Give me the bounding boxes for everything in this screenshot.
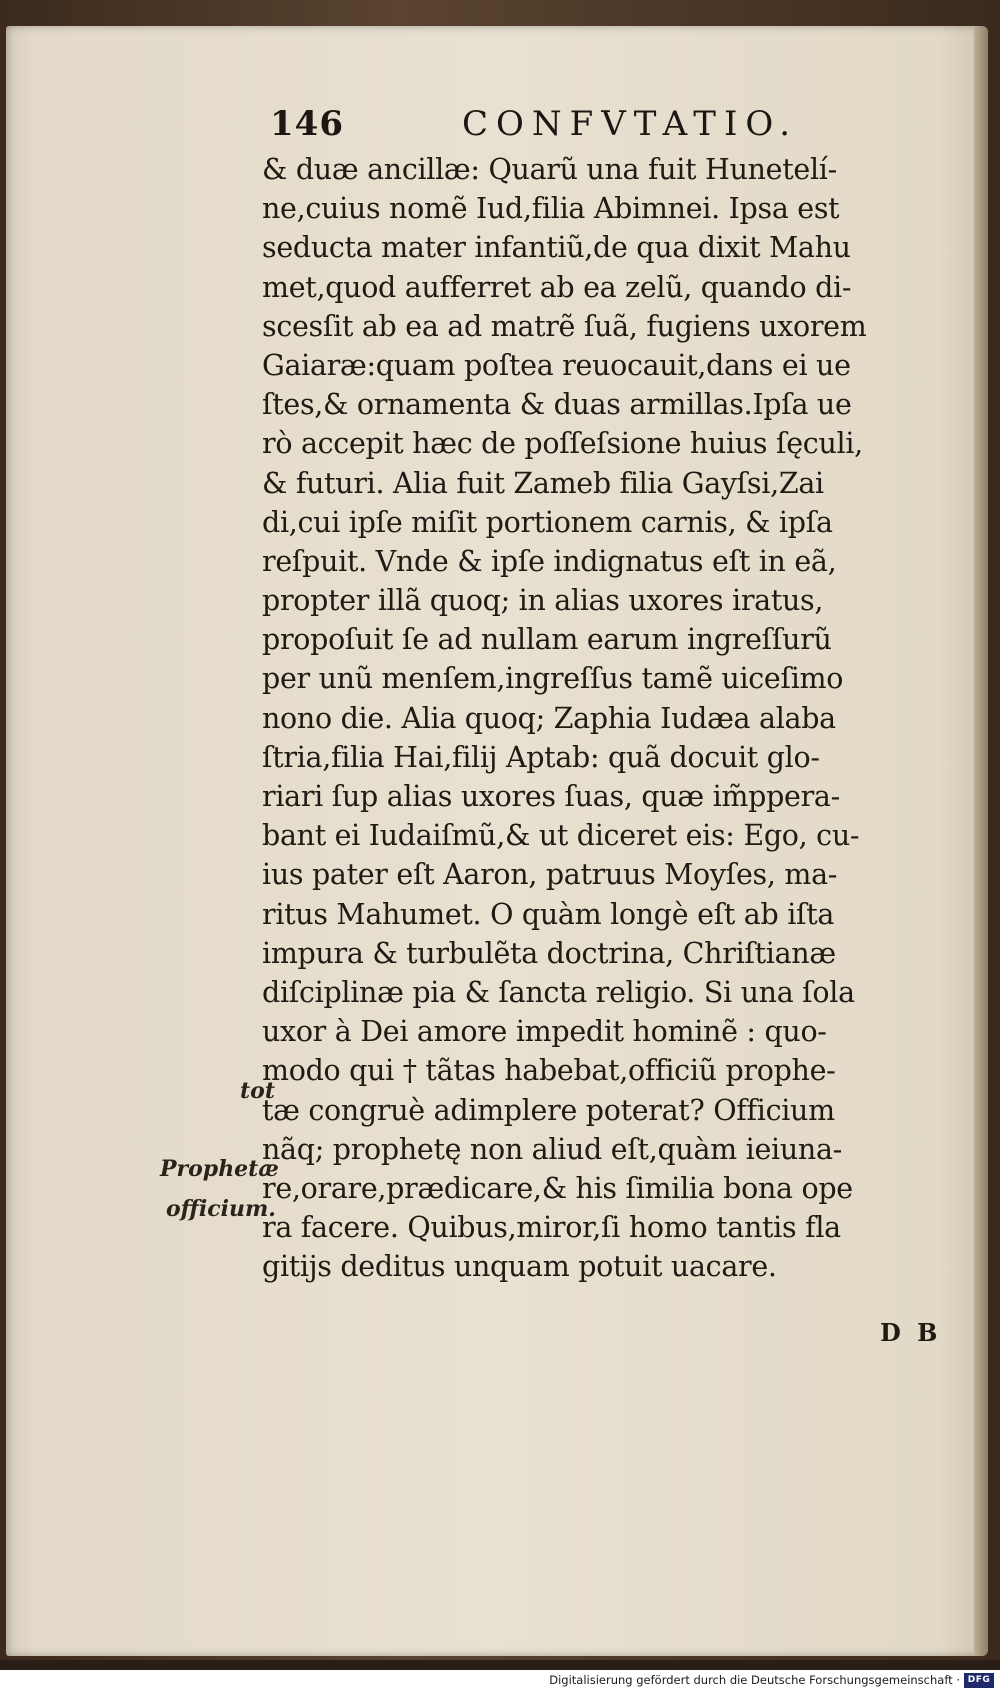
margin-note-tot: tot xyxy=(240,1078,275,1104)
text-line: di,cui ipſe miſit portionem carnis, & ipſa xyxy=(262,505,833,539)
text-line: & duæ ancillæ: Quarũ una fuit Hunetelí- xyxy=(262,153,837,186)
text-line: ra facere. Quibus,miror,ſi homo tantis fla xyxy=(262,1211,841,1245)
text-line: ritus Mahumet. O quàm longè eſt ab iſta xyxy=(262,897,835,931)
text-line: ſtria,filia Hai,filij Aptab: quã docuit glo- xyxy=(262,740,820,774)
text-line: nãq; prophetę non aliud eſt,quàm ieiuna- xyxy=(262,1132,842,1166)
text-line: ius pater eſt Aaron, patruus Moyſes, ma- xyxy=(262,858,838,892)
margin-note-officium: officium. xyxy=(166,1196,276,1222)
text-line: & futuri. Alia fuit Zameb filia Gayſsi,Zai xyxy=(262,466,824,500)
text-line: tæ congruè adimplere poterat? Officium xyxy=(262,1093,835,1127)
main-text xyxy=(262,150,942,1286)
text-line: ne,cuius nomẽ Iud,filia Abimnei. Ipsa est xyxy=(262,192,840,226)
text-line: re,orare,prædicare,& his ſimilia bona ope xyxy=(262,1171,853,1205)
text-line: modo qui † tãtas habebat,officiũ prophe- xyxy=(262,1054,836,1088)
text-line: uxor à Dei amore impedit hominẽ : quo- xyxy=(262,1015,827,1049)
footer-credit: Digitalisierung gefördert durch die Deutsche Forschungsgemeinschaft · xyxy=(549,1673,960,1687)
running-title: CONFVTATIO. xyxy=(462,104,799,144)
text-line: rò accepit hæc de poſſeſsione huius ſęculi, xyxy=(262,427,863,461)
text-line: gitijs deditus unquam potuit uacare. xyxy=(262,1250,777,1284)
text-line: ſtes,& ornamenta & duas armillas.Ipſa ue xyxy=(262,388,852,422)
text-line: scesſit ab ea ad matrẽ ſuã, fugiens uxorem xyxy=(262,309,867,343)
page-header xyxy=(262,96,799,146)
text-line: nono die. Alia quoq; Zaphia Iudæa alaba xyxy=(262,701,836,735)
text-line: diſciplinæ pia & ſancta religio. Si una ſola xyxy=(262,975,855,1009)
text-line: per unũ menſem,ingreſſus tamẽ uiceſimo xyxy=(262,662,844,696)
text-line: seducta mater infantiũ,de qua dixit Mahu xyxy=(262,231,851,265)
footer-bar xyxy=(0,1670,1000,1693)
text-line: propoſuit ſe ad nullam earum ingreſſurũ xyxy=(262,623,832,657)
page-number: 146 xyxy=(270,104,344,144)
text-line: reſpuit. Vnde & ipſe indignatus eſt in eã, xyxy=(262,544,837,578)
text-line: riari ſup alias uxores ſuas, quæ im̃ppera- xyxy=(262,780,840,813)
text-line: impura & turbulẽta doctrina, Chriſtianæ xyxy=(262,936,836,970)
text-line: met,quod aufferret ab ea zelũ, quando di- xyxy=(262,270,852,304)
dfg-logo-icon: DFG xyxy=(964,1673,994,1688)
text-line: propter illã quoq; in alias uxores iratus, xyxy=(262,584,824,618)
text-line: bant ei Iudaiſmũ,& ut diceret eis: Ego, cu- xyxy=(262,819,860,853)
margin-note-prophetae: Prophetæ xyxy=(160,1156,279,1182)
page-edge-shadow xyxy=(974,26,988,1656)
text-line: Gaiaræ:quam poſtea reuocauit,dans ei ue xyxy=(262,348,851,382)
catchword: D B xyxy=(880,1318,942,1347)
